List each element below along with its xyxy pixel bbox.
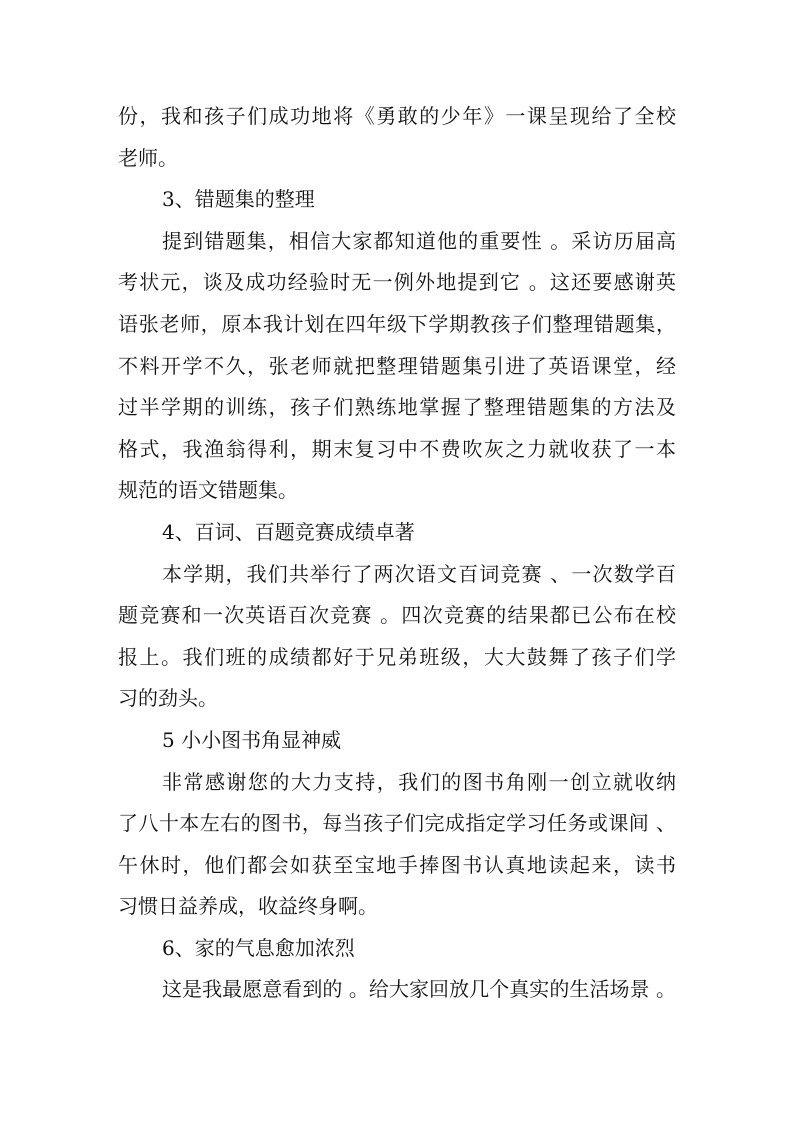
paragraph-line: 老师。 — [118, 145, 178, 170]
paragraph-line: 语张老师，原本我计划在四年级下学期教孩子们整理错题集， — [118, 311, 676, 336]
paragraph-line: 这是我最愿意看到的 。给大家回放几个真实的生活场景 。 — [162, 977, 676, 1002]
paragraph-line: 格式，我渔翁得利，期末复习中不费吹灰之力就收获了一本 — [118, 436, 676, 461]
paragraph-line: 提到错题集，相信大家都知道他的重要性 。采访历届高 — [162, 228, 676, 253]
section-heading: 5 小小图书角显神威 — [162, 727, 342, 752]
section-heading: 6、家的气息愈加浓烈 — [162, 935, 355, 960]
paragraph-line: 习的劲头。 — [118, 686, 218, 711]
section-heading: 3、错题集的整理 — [162, 187, 315, 212]
paragraph-line: 本学期，我们共举行了两次语文百词竞赛 、一次数学百 — [162, 561, 676, 586]
document-body — [118, 96, 676, 1011]
section-heading: 4、百词、百题竞赛成绩卓著 — [162, 519, 415, 544]
paragraph-line: 报上。我们班的成绩都好于兄弟班级，大大鼓舞了孩子们学 — [118, 644, 676, 669]
paragraph-line: 习惯日益养成，收益终身啊。 — [118, 894, 378, 919]
paragraph-line: 非常感谢您的大力支持，我们的图书角刚一创立就收纳 — [162, 769, 676, 794]
paragraph-line: 了八十本左右的图书，每当孩子们完成指定学习任务或课间 、 — [118, 811, 676, 836]
paragraph-line: 规范的语文错题集。 — [118, 478, 298, 503]
paragraph-line: 份，我和孩子们成功地将《勇敢的少年》一课呈现给了全校 — [118, 104, 676, 128]
paragraph-line: 考状元，谈及成功经验时无一例外地提到它 。这还要感谢英 — [118, 270, 676, 295]
paragraph-line: 题竞赛和一次英语百次竞赛 。四次竞赛的结果都已公布在校 — [118, 603, 676, 628]
paragraph-line: 午休时，他们都会如获至宝地手捧图书认真地读起来，读书 — [118, 852, 676, 877]
paragraph-line: 过半学期的训练，孩子们熟练地掌握了整理错题集的方法及 — [118, 395, 676, 420]
paragraph-line: 不料开学不久，张老师就把整理错题集引进了英语课堂，经 — [118, 353, 676, 378]
